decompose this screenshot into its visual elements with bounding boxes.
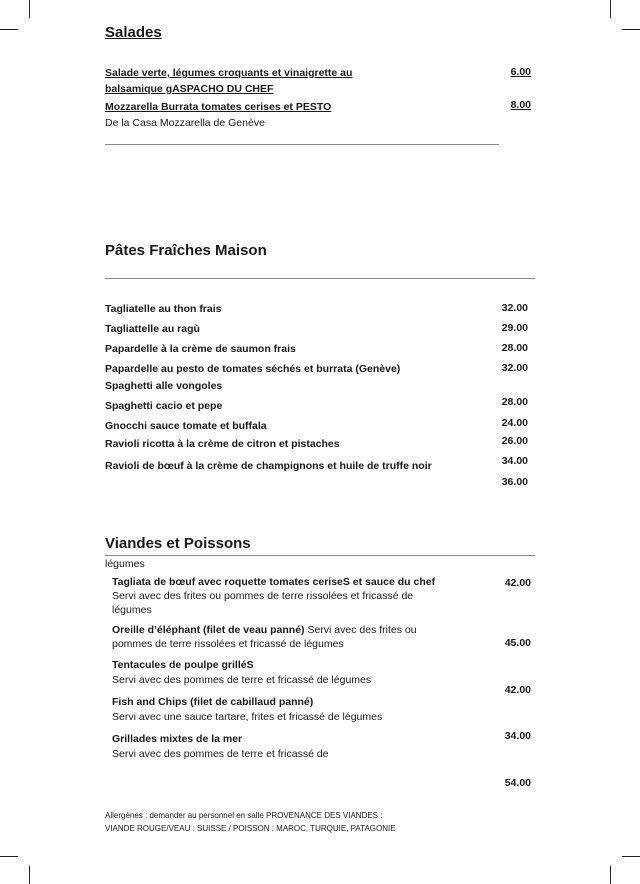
crop-mark-top-right-v [610,0,611,18]
pates-item: Gnocchi sauce tomate et buffala [105,420,267,432]
pates-price: 28.00 [501,342,528,354]
viande-price: 42.00 [504,684,531,696]
pates-item: Tagliattelle au ragù [105,323,200,335]
pates-heading: Pâtes Fraîches Maison [105,242,267,259]
crop-mark-bottom-right-h [622,856,640,857]
pates-item: Tagliatelle au thon frais [105,303,222,315]
viande-price: 42.00 [504,577,531,589]
crop-mark-top-left-v [29,0,30,18]
viande-item-2 [112,623,417,637]
viande-item-2-desc: Servi avec des frites ou [304,624,417,636]
pates-price: 34.00 [501,455,528,467]
pates-item: Papardelle au pesto de tomates séchés et burrata (Genève) [105,363,401,375]
viande-item-1-desc: légumes [112,604,152,616]
crop-mark-top-left-h [0,29,18,30]
salades-divider [105,144,499,145]
pates-price: 32.00 [501,302,528,314]
salade-item-1-line-2: balsamique gASPACHO DU CHEF [105,83,274,95]
viande-item-4-title: Fish and Chips (filet de cabillaud panné) [112,696,314,708]
crop-mark-bottom-left-h [0,856,18,857]
viande-price: 45.00 [504,637,531,649]
pates-price: 26.00 [501,435,528,447]
salade-item-2-line-1: Mozzarella Burrata tomates cerises et PESTO [105,101,332,113]
viandes-legumes-text: légumes [105,558,145,570]
salade-item-2-price: 8.00 [510,99,531,111]
viandes-divider [105,555,535,556]
pates-item: Ravioli de bœuf à la crème de champignons et huile de truffe noir [105,460,432,472]
viande-item-2-title: Oreille d’éléphant (filet de veau panné) [112,624,305,636]
pates-divider [105,278,535,279]
pates-item: Ravioli ricotta à la crème de citron et pistaches [105,438,340,450]
viande-item-3-desc: Servi avec des pommes de terre et fricassé de légumes [112,674,372,686]
viande-item-5-desc: Servi avec des pommes de terre et fricassé de [112,748,329,760]
salade-item-1-line-1: Salade verte, légumes croquants et vinaigrette au [105,67,353,79]
crop-mark-top-right-h [622,29,640,30]
viande-item-3-title: Tentacules de poulpe grilléS [112,659,254,671]
pates-price: 28.00 [501,396,528,408]
crop-mark-bottom-right-v [610,866,611,884]
pates-price: 24.00 [501,417,528,429]
viande-item-1-title: Tagliata de bœuf avec roquette tomates ceriseS et sauce du chef [112,576,436,588]
pates-price: 36.00 [501,476,528,488]
pates-item: Spaghetti cacio et pepe [105,400,223,412]
viande-item-4-desc: Servi avec une sauce tartare, frites et fricassé de légumes [112,711,383,723]
footer-line-2: VIANDE ROUGE/VEAU : SUISSE / POISSON : MAROC, TURQUIE, PATAGONIE [105,824,396,833]
salade-item-1-price: 6.00 [510,66,531,78]
footer-line-1: Allergènes : demander au personnel en salle PROVENANCE DES VIANDES : [105,811,383,820]
pates-item: Papardelle à la crème de saumon frais [105,343,296,355]
pates-price: 29.00 [501,322,528,334]
viande-item-2-desc: pommes de terre rissolées et fricassé de légumes [112,638,344,650]
viande-price: 54.00 [504,777,531,789]
viandes-heading: Viandes et Poissons [105,535,251,552]
salade-item-2-line-2: De la Casa Mozzarella de Genève [105,117,265,129]
viande-price: 34.00 [504,730,531,742]
pates-item: Spaghetti alle vongoles [105,380,223,392]
salades-heading: Salades [105,24,162,41]
viande-item-5-title: Grillades mixtes de la mer [112,733,243,745]
crop-mark-bottom-left-v [29,866,30,884]
pates-price: 32.00 [501,362,528,374]
viande-item-1-desc: Servi avec des frites ou pommes de terre rissolées et fricassé de [112,590,414,602]
